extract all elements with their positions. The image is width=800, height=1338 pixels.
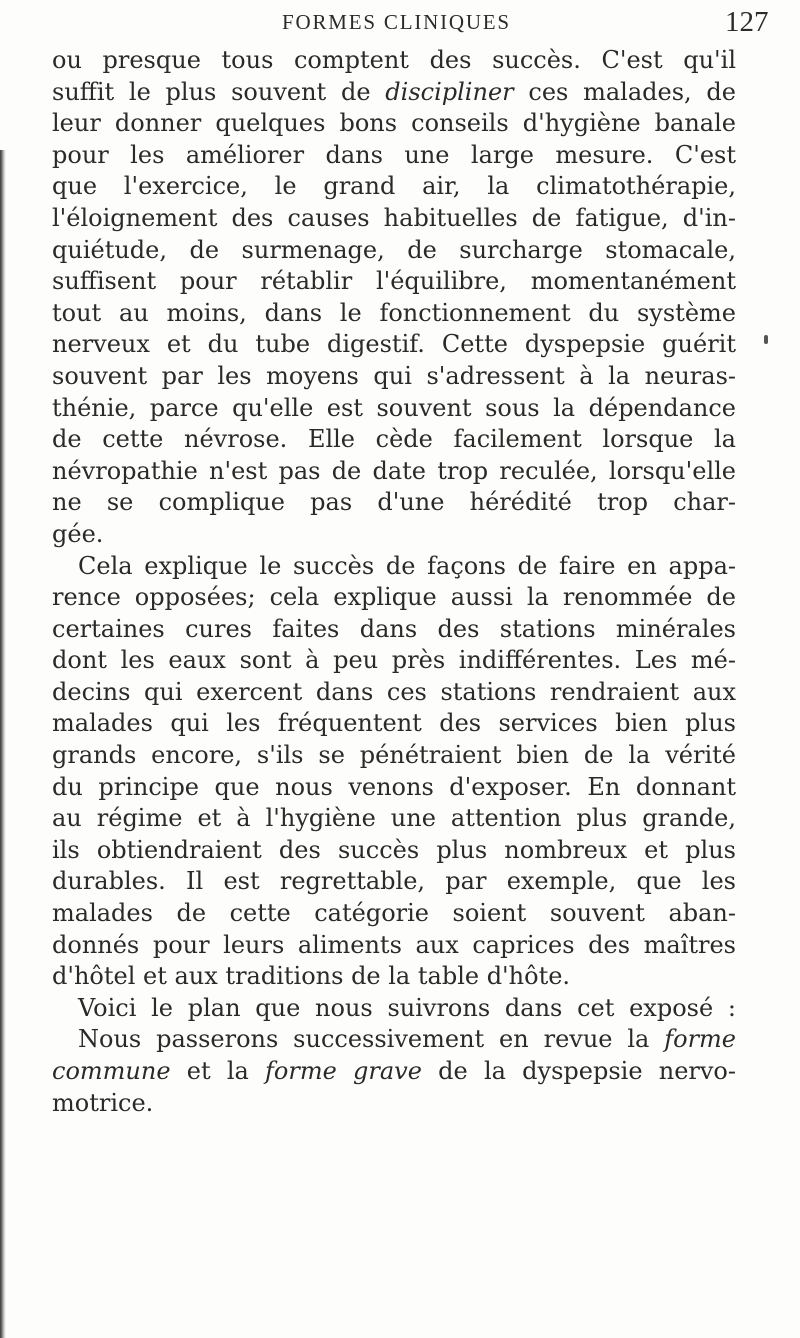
page-number: 127 [725,6,769,38]
text-line: ou presque tous comptent des succès. C'est qu'il [52,46,736,74]
body-text [52,45,736,1119]
emphasis-text: grave [353,1057,422,1085]
text-line: que l'exercice, le grand air, la climatothérapie, [52,172,736,201]
text-line: de cette névrose. Elle cède facilement lorsque la [52,425,736,454]
running-title: FORMES CLINIQUES [282,10,511,34]
text-line: Cela explique le succès de façons de faire en appa- [78,551,736,580]
emphasis-text: forme [664,1025,736,1054]
text-line: motrice. [52,1088,154,1117]
text-line: ils obtiendraient des succès plus nombreux et plus [52,835,736,864]
page-binding-edge [0,150,6,1338]
text-line: suffit le plus souvent de discipliner ces malades, de [52,77,736,106]
text-line: decins qui exercent dans ces stations rendraient aux [52,677,736,706]
text-line: ne se complique pas d'une hérédité trop char- [52,488,736,517]
text-line: suffisent pour rétablir l'équilibre, momentanément [52,267,736,296]
text-line: gée. [52,519,104,548]
text-line: donnés pour leurs aliments aux caprices des maîtres [52,930,736,959]
text-line: certaines cures faites dans des stations minérales [52,614,736,643]
text-line: pour les améliorer dans une large mesure. C'est [52,140,736,169]
text-line: rence opposées; cela explique aussi la renommée de [52,583,736,612]
text-line: grands encore, s'ils se pénétraient bien de la vérité [52,741,736,770]
text-line: commune et la forme grave de la dyspepsie nervo- [52,1057,736,1085]
text-line: l'éloignement des causes habituelles de fatigue, d'in- [52,203,736,232]
text-line: quiétude, de surmenage, de surcharge stomacale, [52,235,736,264]
text-line: au régime et à l'hygiène une attention plus grande, [52,804,736,833]
text-line: Nous passerons successivement en revue la forme [78,1025,736,1054]
running-head [0,6,800,46]
text-line: Voici le plan que nous suivrons dans cet exposé : [78,993,736,1022]
text-line: nerveux et du tube digestif. Cette dyspepsie guérit [52,330,736,359]
text-line: névropathie n'est pas de date trop reculée, lorsqu'elle [52,456,736,485]
text-line: leur donner quelques bons conseils d'hygiène banale [52,109,736,138]
text-line: malades de cette catégorie soient souvent aban- [52,899,736,928]
emphasis-text: commune [52,1057,171,1085]
text-line: durables. Il est regrettable, par exemple, que les [52,867,736,896]
text-line: du principe que nous venons d'exposer. En donnant [52,772,736,801]
text-line: dont les eaux sont à peu près indifférentes. Les mé- [52,646,736,675]
text-line: thénie, parce qu'elle est souvent sous la dépendance [52,393,736,422]
text-line: d'hôtel et aux traditions de la table d'hôte. [52,962,571,991]
emphasis-text: forme [265,1057,337,1085]
ink-spot [764,335,768,344]
text-line: malades qui les fréquentent des services bien plus [52,709,736,738]
text-line: souvent par les moyens qui s'adressent à la neuras- [52,361,736,390]
text-line: tout au moins, dans le fonctionnement du système [52,298,736,327]
emphasis-text: discipliner [385,77,514,106]
